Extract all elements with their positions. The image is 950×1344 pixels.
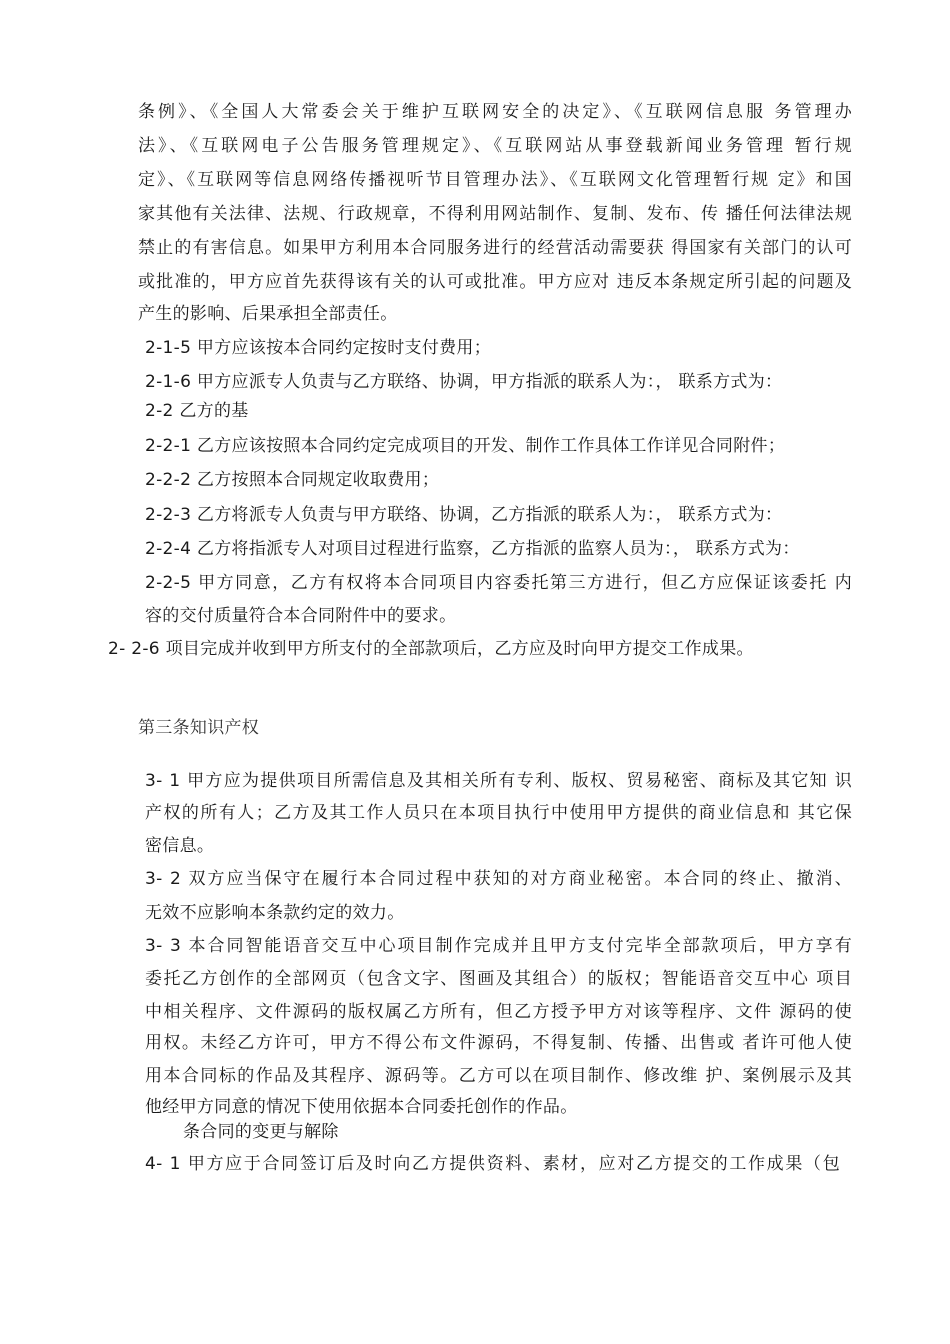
clause-4-1: 4- 1 甲方应于合同签订后及时向乙方提供资料、素材，应对乙方提交的工作成果（包 (145, 1154, 840, 1174)
clause-2-2-4: 2-2-4 乙方将指派专人对项目过程进行监察，乙方指派的监察人员为：， 联系方式为： (145, 539, 800, 559)
section-heading-article-3: 第三条知识产权 (138, 718, 260, 738)
clause-2-1-5: 2-1-5 甲方应该按本合同约定按时支付费用； (145, 338, 492, 358)
clause-2-2-5: 2-2-5 甲方同意，乙方有权将本合同项目内容委托第三方进行，但乙方应保证该委托 内 (145, 573, 852, 593)
paragraph-line: 禁止的有害信息。如果甲方利用本合同服务进行的经营活动需要获 得国家有关部门的认可 (138, 238, 852, 258)
paragraph-line: 条例》、《全国人大常委会关于维护互联网安全的决定》、《互联网信息服 务管理办 (138, 102, 852, 122)
paragraph-line: 无效不应影响本条款约定的效力。 (145, 903, 405, 923)
clause-3-3: 3- 3 本合同智能语音交互中心项目制作完成并且甲方支付完毕全部款项后，甲方享有 (145, 936, 852, 956)
clause-2-2-3: 2-2-3 乙方将派专人负责与甲方联络、协调，乙方指派的联系人为：， 联系方式为： (145, 505, 783, 525)
paragraph-line: 定》、《互联网等信息网络传播视听节目管理办法》、《互联网文化管理暂行规 定》和国 (138, 170, 852, 190)
paragraph-line: 用权。未经乙方许可，甲方不得公布文件源码，不得复制、传播、出售或 者许可他人使 (145, 1033, 852, 1053)
clause-2-2-1: 2-2-1 乙方应该按照本合同约定完成项目的开发、制作工作具体工作详见合同附件； (145, 436, 786, 456)
paragraph-line: 家其他有关法律、法规、行政规章，不得利用网站制作、复制、发布、传 播任何法律法规 (138, 204, 852, 224)
clause-2-1-6: 2-1-6 甲方应派专人负责与乙方联络、协调，甲方指派的联系人为：， 联系方式为： (145, 372, 783, 392)
paragraph-line: 或批准的，甲方应首先获得该有关的认可或批准。甲方应对 违反本条规定所引起的问题及 (138, 272, 852, 292)
paragraph-line: 产生的影响、后果承担全部责任。 (138, 304, 398, 324)
paragraph-line: 中相关程序、文件源码的版权属乙方所有，但乙方授予甲方对该等程序、文件 源码的使 (145, 1002, 852, 1022)
clause-3-1: 3- 1 甲方应为提供项目所需信息及其相关所有专利、版权、贸易秘密、商标及其它知 识 (145, 771, 852, 791)
paragraph-line: 委托乙方创作的全部网页（包含文字、图画及其组合）的版权；智能语音交互中心 项目 (145, 969, 852, 989)
clause-2-2-2: 2-2-2 乙方按照本合同规定收取费用； (145, 470, 440, 490)
paragraph-line: 法》、《互联网电子公告服务管理规定》、《互联网站从事登载新闻业务管理 暂行规 (138, 136, 852, 156)
paragraph-line: 产权的所有人；乙方及其工作人员只在本项目执行中使用甲方提供的商业信息和 其它保 (145, 803, 852, 823)
clause-2-2-heading: 2-2 乙方的基 (145, 401, 249, 421)
clause-3-2: 3- 2 双方应当保守在履行本合同过程中获知的对方商业秘密。本合同的终止、撤消、 (145, 869, 852, 889)
paragraph-line: 他经甲方同意的情况下使用依据本合同委托创作的作品。 (145, 1097, 578, 1117)
clause-2-2-6: 2- 2-6 项目完成并收到甲方所支付的全部款项后，乙方应及时向甲方提交工作成果。 (108, 639, 754, 659)
section-heading-article-4: 条合同的变更与解除 (183, 1122, 339, 1142)
paragraph-line: 容的交付质量符合本合同附件中的要求。 (145, 606, 457, 626)
paragraph-line: 密信息。 (145, 836, 215, 856)
paragraph-line: 用本合同标的作品及其程序、源码等。乙方可以在项目制作、修改维 护、案例展示及其 (145, 1066, 852, 1086)
